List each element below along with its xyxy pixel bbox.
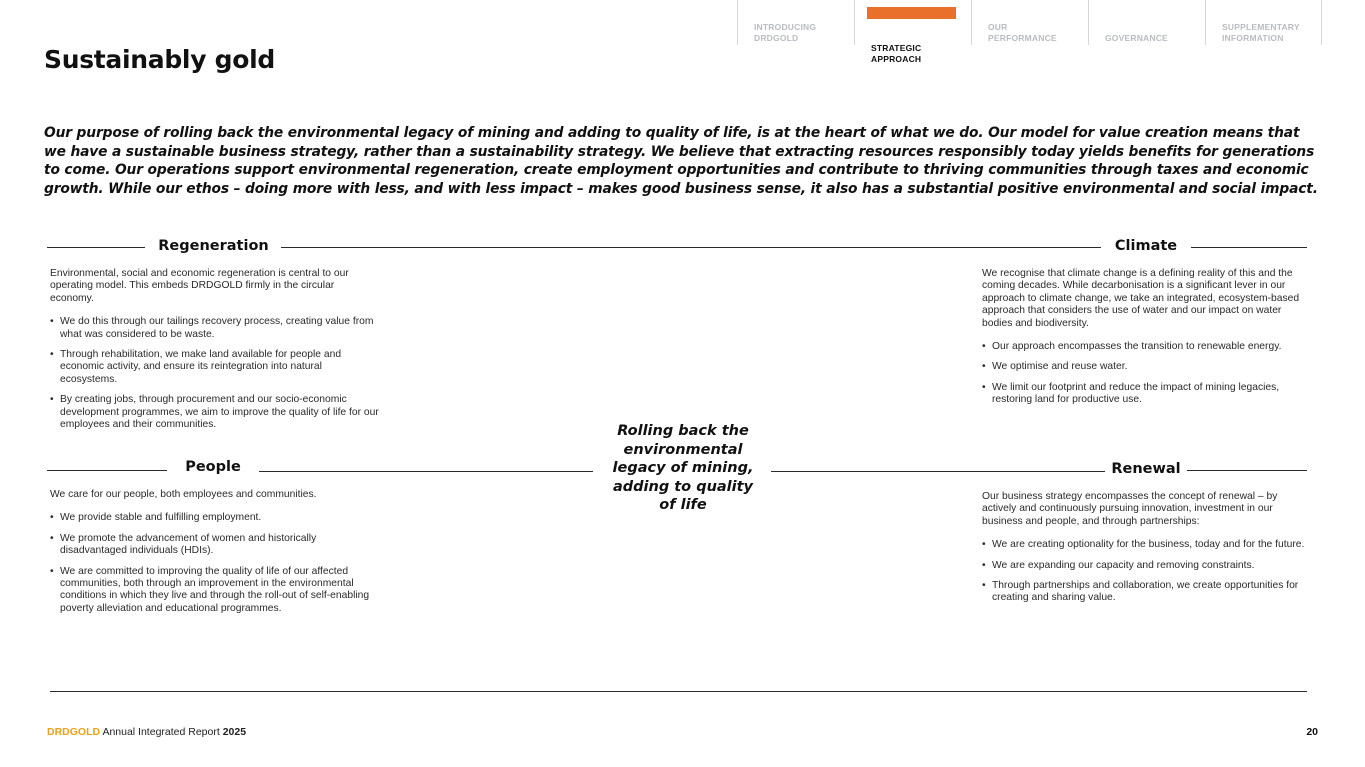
list-item: • We provide stable and fulfilling employment. bbox=[50, 512, 385, 524]
regeneration-list bbox=[50, 316, 380, 431]
list-item: • We are creating optionality for the business, today and for the future. bbox=[982, 539, 1312, 551]
report-year: 2025 bbox=[222, 726, 247, 738]
regeneration-section bbox=[50, 268, 380, 439]
list-item: • Through rehabilitation, we make land available for people and economic activity, and ensure its reintegration into natural ecosystems. bbox=[50, 349, 380, 386]
people-list bbox=[50, 512, 385, 615]
brand-name: DRDGOLD bbox=[47, 726, 101, 738]
renewal-section bbox=[982, 491, 1312, 613]
list-item: • By creating jobs, through procurement and our socio-economic development programmes, we aim to improve the quality of life for our employees and their communities. bbox=[50, 394, 380, 431]
nav-tab-supplementary-information[interactable]: SUPPLEMENTARY INFORMATION bbox=[1205, 0, 1322, 45]
report-name: Annual Integrated Report bbox=[102, 726, 220, 738]
nav-tab-label: STRATEGIC APPROACH bbox=[871, 43, 922, 64]
climate-section bbox=[982, 268, 1312, 415]
page-title: Sustainably gold bbox=[44, 45, 275, 74]
active-tab-indicator bbox=[867, 7, 956, 19]
list-item: • We optimise and reuse water. bbox=[982, 361, 1312, 373]
intro-paragraph: Our purpose of rolling back the environmental legacy of mining and adding to quality of life, is at the heart of what we do. Our model for value creation means that we have a sustainable business strategy, rather than a sustainability strategy. We believe that extracting resources responsibly today yields benefits for generations to come. Our operations support environmental regeneration, create employment opportunities and contribute to thriving communities through taxes and economic growth. While our ethos – doing more with less, and with less impact – makes good business sense, it also has a substantial positive environmental and social impact. bbox=[44, 125, 1318, 197]
people-lead: We care for our people, both employees and communities. bbox=[50, 489, 317, 500]
divider-line bbox=[259, 471, 593, 472]
regeneration-heading: Regeneration bbox=[158, 238, 269, 254]
page-number: 20 bbox=[1306, 726, 1318, 738]
renewal-list bbox=[982, 539, 1312, 605]
divider-line bbox=[1191, 247, 1307, 248]
nav-tab-strategic-approach[interactable] bbox=[854, 0, 971, 64]
nav-tab-governance[interactable]: GOVERNANCE bbox=[1088, 0, 1205, 45]
regeneration-lead: Environmental, social and economic regeneration is central to our operating model. This embeds DRDGOLD firmly in the circular economy. bbox=[50, 268, 349, 304]
people-heading: People bbox=[185, 459, 241, 475]
list-item: • Our approach encompasses the transition to renewable energy. bbox=[982, 341, 1312, 353]
list-item: • We are expanding our capacity and removing constraints. bbox=[982, 560, 1312, 572]
list-item: • We are committed to improving the quality of life of our affected communities, both through an improvement in the environmental conditions in which they live and through the roll-out of self-enabling poverty alleviation and educational programmes. bbox=[50, 566, 385, 616]
renewal-lead: Our business strategy encompasses the concept of renewal – by actively and continuously pursuing innovation, investment in our business and people, and through partnerships: bbox=[982, 491, 1278, 527]
nav-tab-our-performance[interactable]: OUR PERFORMANCE bbox=[971, 0, 1088, 45]
climate-lead: We recognise that climate change is a defining reality of this and the coming decades. While decarbonisation is a significant lever in our approach to climate change, we take an integrated, ecosystem-based approach that considers the use of water and our impact on water bodies and biodiversity. bbox=[982, 268, 1300, 329]
central-statement: Rolling back the environmental legacy of mining, adding to quality of life bbox=[612, 423, 754, 513]
climate-list bbox=[982, 341, 1312, 407]
footer-divider bbox=[50, 691, 1307, 692]
people-section bbox=[50, 489, 385, 623]
divider-line bbox=[47, 247, 145, 248]
climate-heading: Climate bbox=[1114, 238, 1178, 254]
divider-line bbox=[771, 471, 1105, 472]
list-item: • We limit our footprint and reduce the impact of mining legacies, restoring land for productive use. bbox=[982, 382, 1312, 407]
divider-line bbox=[1187, 470, 1307, 471]
nav-tab-introducing-drdgold[interactable]: INTRODUCING DRDGOLD bbox=[737, 0, 854, 45]
list-item: • We promote the advancement of women and historically disadvantaged individuals (HDIs). bbox=[50, 533, 385, 558]
divider-line bbox=[47, 470, 167, 471]
divider-line bbox=[281, 247, 1101, 248]
list-item: • Through partnerships and collaboration, we create opportunities for creating and sharing value. bbox=[982, 580, 1312, 605]
section-nav bbox=[737, 0, 1322, 64]
renewal-heading: Renewal bbox=[1111, 461, 1181, 477]
list-item: • We do this through our tailings recovery process, creating value from what was considered to be waste. bbox=[50, 316, 380, 341]
footer-report-title bbox=[47, 726, 246, 738]
